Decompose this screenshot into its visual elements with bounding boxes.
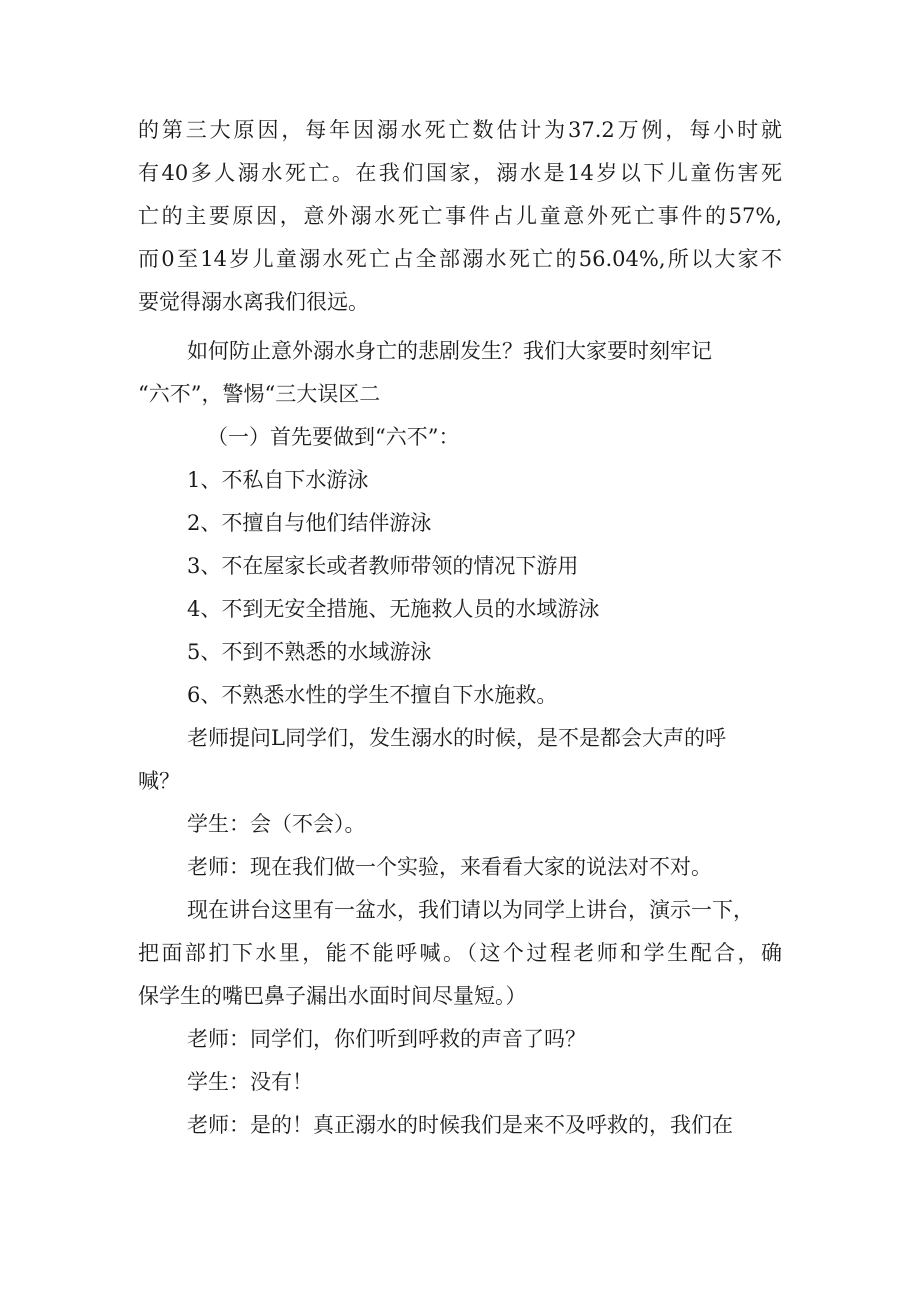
text-line: 要觉得溺水离我们很远。: [138, 290, 369, 314]
list-item: 3、不在屋家长或者教师带领的情况下游用: [187, 554, 579, 578]
text-line: 保学生的嘴巴鼻子漏出水面时间尽量短。）: [138, 984, 527, 1008]
text-line: 老师：同学们，你们听到呼救的声音了吗？: [187, 1027, 586, 1051]
list-item: 1、不私自下水游泳: [187, 468, 369, 492]
list-item: 2、不擅自与他们结伴游泳: [187, 511, 432, 535]
text-line: “六不”，警惕“三大误区二: [138, 382, 381, 406]
text-line: 把面部扪下水里，能不能呼喊。（这个过程老师和学生配合，确: [138, 941, 782, 965]
text-line: 老师：现在我们做一个实验，来看看大家的说法对不对。: [187, 855, 712, 879]
section-heading: （一）首先要做到“六不”：: [207, 425, 460, 449]
list-item: 5、不到不熟悉的水域游泳: [187, 640, 432, 664]
text-line: 老师提问L同学们，发生溺水的时候，是不是都会大声的呼: [187, 726, 726, 750]
text-line: 有40多人溺水死亡。在我们国家，溺水是14岁以下儿童伤害死: [138, 161, 782, 185]
text-line: 亡的主要原因，意外溺水死亡事件占儿童意外死亡事件的57%,: [138, 204, 782, 228]
text-line: 现在讲台这里有一盆水，我们请以为同学上讲台，演示一下，: [187, 898, 754, 922]
text-line: 的第三大原因，每年因溺水死亡数估计为37.2万例，每小时就: [138, 118, 782, 142]
list-item: 4、不到无安全措施、无施救人员的水域游泳: [187, 597, 600, 621]
text-line: 如何防止意外溺水身亡的悲剧发生？我们大家要时刻牢记: [187, 339, 712, 363]
text-line: 喊？: [138, 769, 180, 793]
text-line: 而0至14岁儿童溺水死亡占全部溺水死亡的56.04%,所以大家不: [138, 247, 782, 271]
text-line: 学生：没有！: [187, 1070, 313, 1094]
list-item: 6、不熟悉水性的学生不擅自下水施救。: [187, 683, 558, 707]
text-line: 学生：会（不会）。: [187, 812, 366, 836]
text-line: 老师：是的！真正溺水的时候我们是来不及呼救的，我们在: [187, 1113, 733, 1137]
